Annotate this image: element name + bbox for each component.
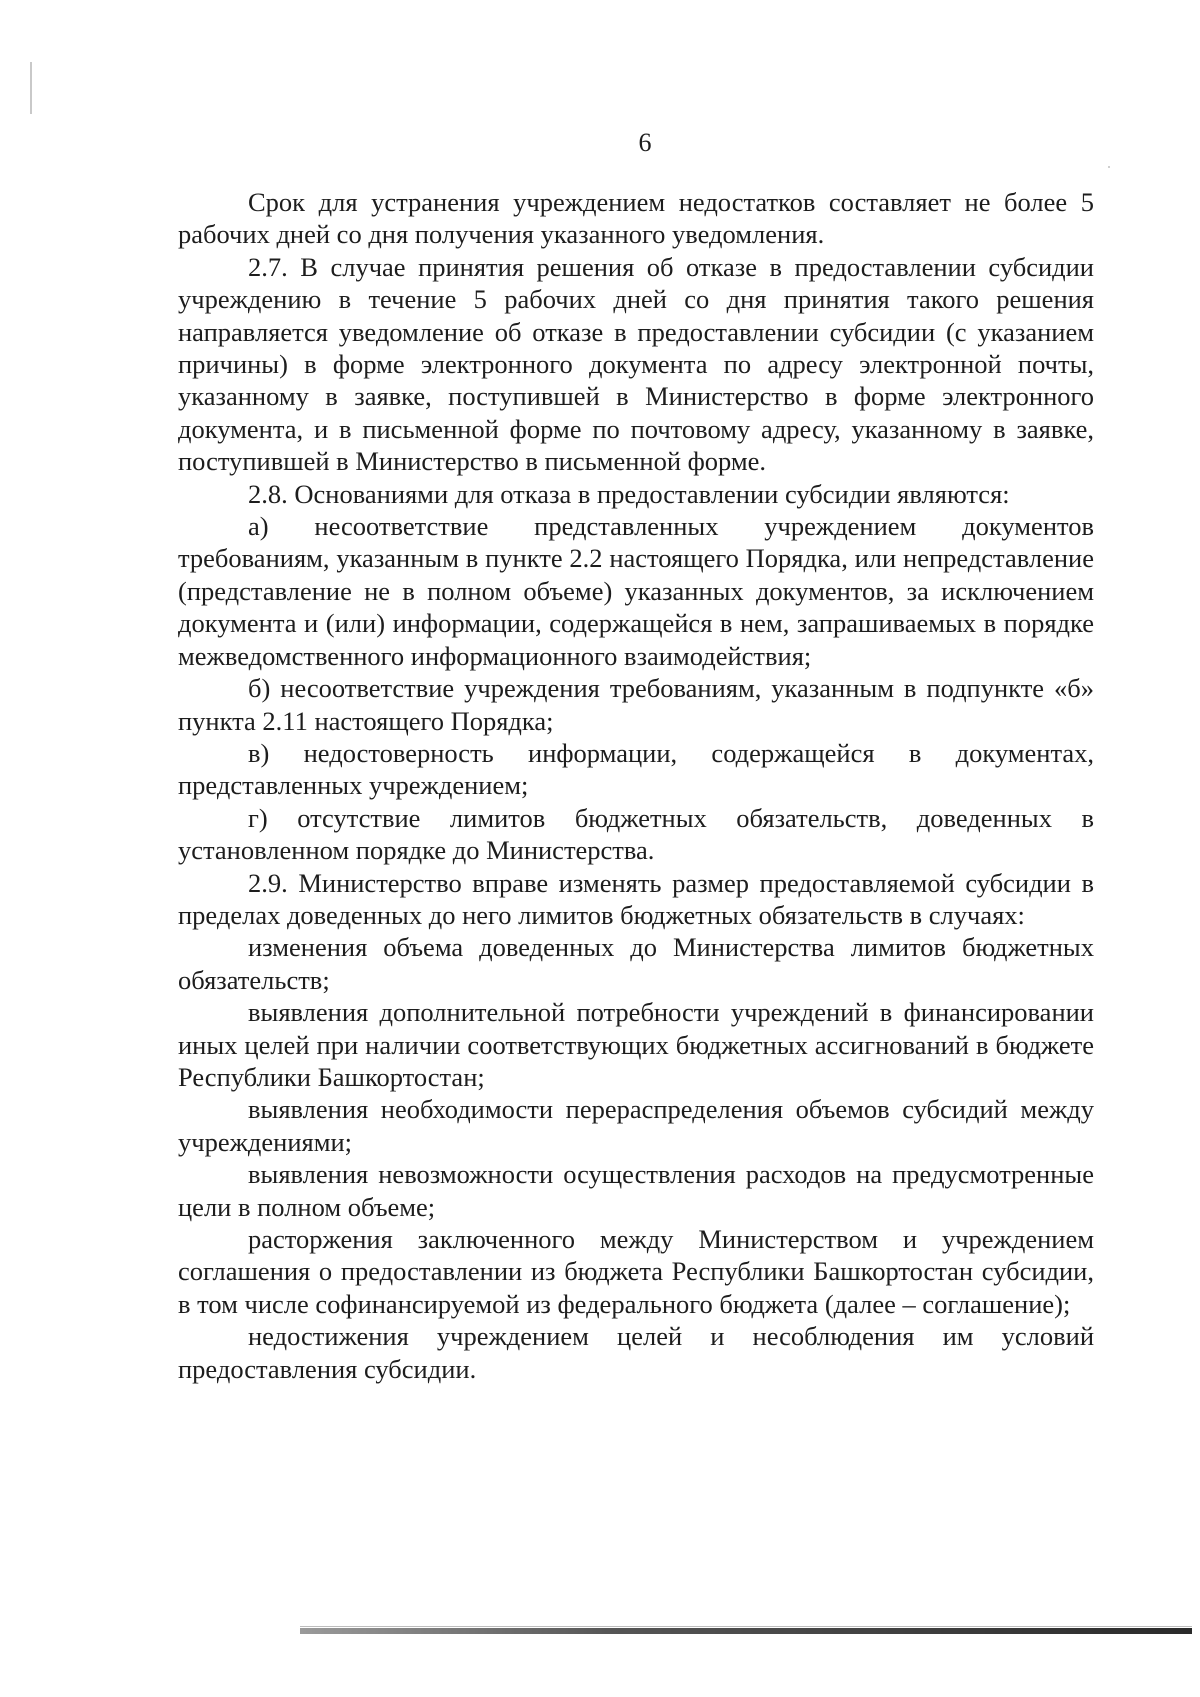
paragraph-deadline-fix: Срок для устранения учреждением недостатков составляет не более 5 рабочих дней со дня получения указанного уведомления.	[178, 187, 1094, 250]
paragraph-2-8-v: в) недостоверность информации, содержащейся в документах, представленных учреждением;	[178, 737, 1094, 801]
paragraph-2-8-a: а) несоответствие представленных учреждением документов требованиям, указанным в пункте 2.2 настоящего Порядка, или непредставление (представление не в полном объеме) указанных документов, за исключением документа и (или) информации, содержащейся в нем, запрашиваемых в порядке межведомственного информационного взаимодействия;	[178, 511, 1094, 671]
paragraph-2-7: 2.7. В случае принятия решения об отказе в предоставлении субсидии учреждению в течение 5 рабочих дней со дня принятия такого решения направляется уведомление об отказе в предоставлении субсидии (с указанием причины) в форме электронного документа по адресу электронной почты, указанному в заявке, поступившей в Министерство в форме электронного документа, и в письменной форме по почтовому адресу, указанному в заявке, поступившей в Министерство в письменной форме.	[178, 251, 1094, 477]
paragraph-2-9-item-1: изменения объема доведенных до Министерства лимитов бюджетных обязательств;	[178, 932, 1094, 995]
paragraph-2-9-item-4: выявления невозможности осуществления расходов на предусмотренные цели в полном объеме;	[178, 1159, 1094, 1222]
paragraph-2-9-item-5: расторжения заключенного между Министерством и учреждением соглашения о предоставлении из бюджета Республики Башкортостан субсидии, в том числе софинансируемой из федерального бюджета (далее – соглашение);	[178, 1224, 1094, 1319]
document-body	[178, 186, 1094, 1385]
page-number: 6	[638, 128, 652, 157]
scan-artifact-dot	[1108, 166, 1110, 168]
paragraph-2-9-item-6: недостижения учреждением целей и несоблюдения им условий предоставления субсидии.	[178, 1321, 1094, 1384]
scan-bottom-edge	[300, 1628, 1192, 1634]
paragraph-2-9-item-2: выявления дополнительной потребности учреждений в финансировании иных целей при наличии соответствующих бюджетных ассигнований в бюджете Республики Башкортостан;	[178, 997, 1094, 1092]
scan-bottom-edge-thin	[300, 1626, 1192, 1627]
paragraph-2-8: 2.8. Основаниями для отказа в предоставлении субсидии являются:	[248, 478, 1010, 509]
scan-artifact-left-margin	[30, 62, 32, 114]
paragraph-2-8-g: г) отсутствие лимитов бюджетных обязательств, доведенных в установленном порядке до Министерства.	[178, 802, 1094, 866]
paragraph-2-9-item-3: выявления необходимости перераспределения объемов субсидий между учреждениями;	[178, 1094, 1094, 1157]
paragraph-2-9: 2.9. Министерство вправе изменять размер предоставляемой субсидии в пределах доведенных до него лимитов бюджетных обязательств в случаях:	[178, 867, 1094, 930]
paragraph-2-8-b: б) несоответствие учреждения требованиям, указанным в подпункте «б» пункта 2.11 настоящего Порядка;	[178, 673, 1094, 736]
